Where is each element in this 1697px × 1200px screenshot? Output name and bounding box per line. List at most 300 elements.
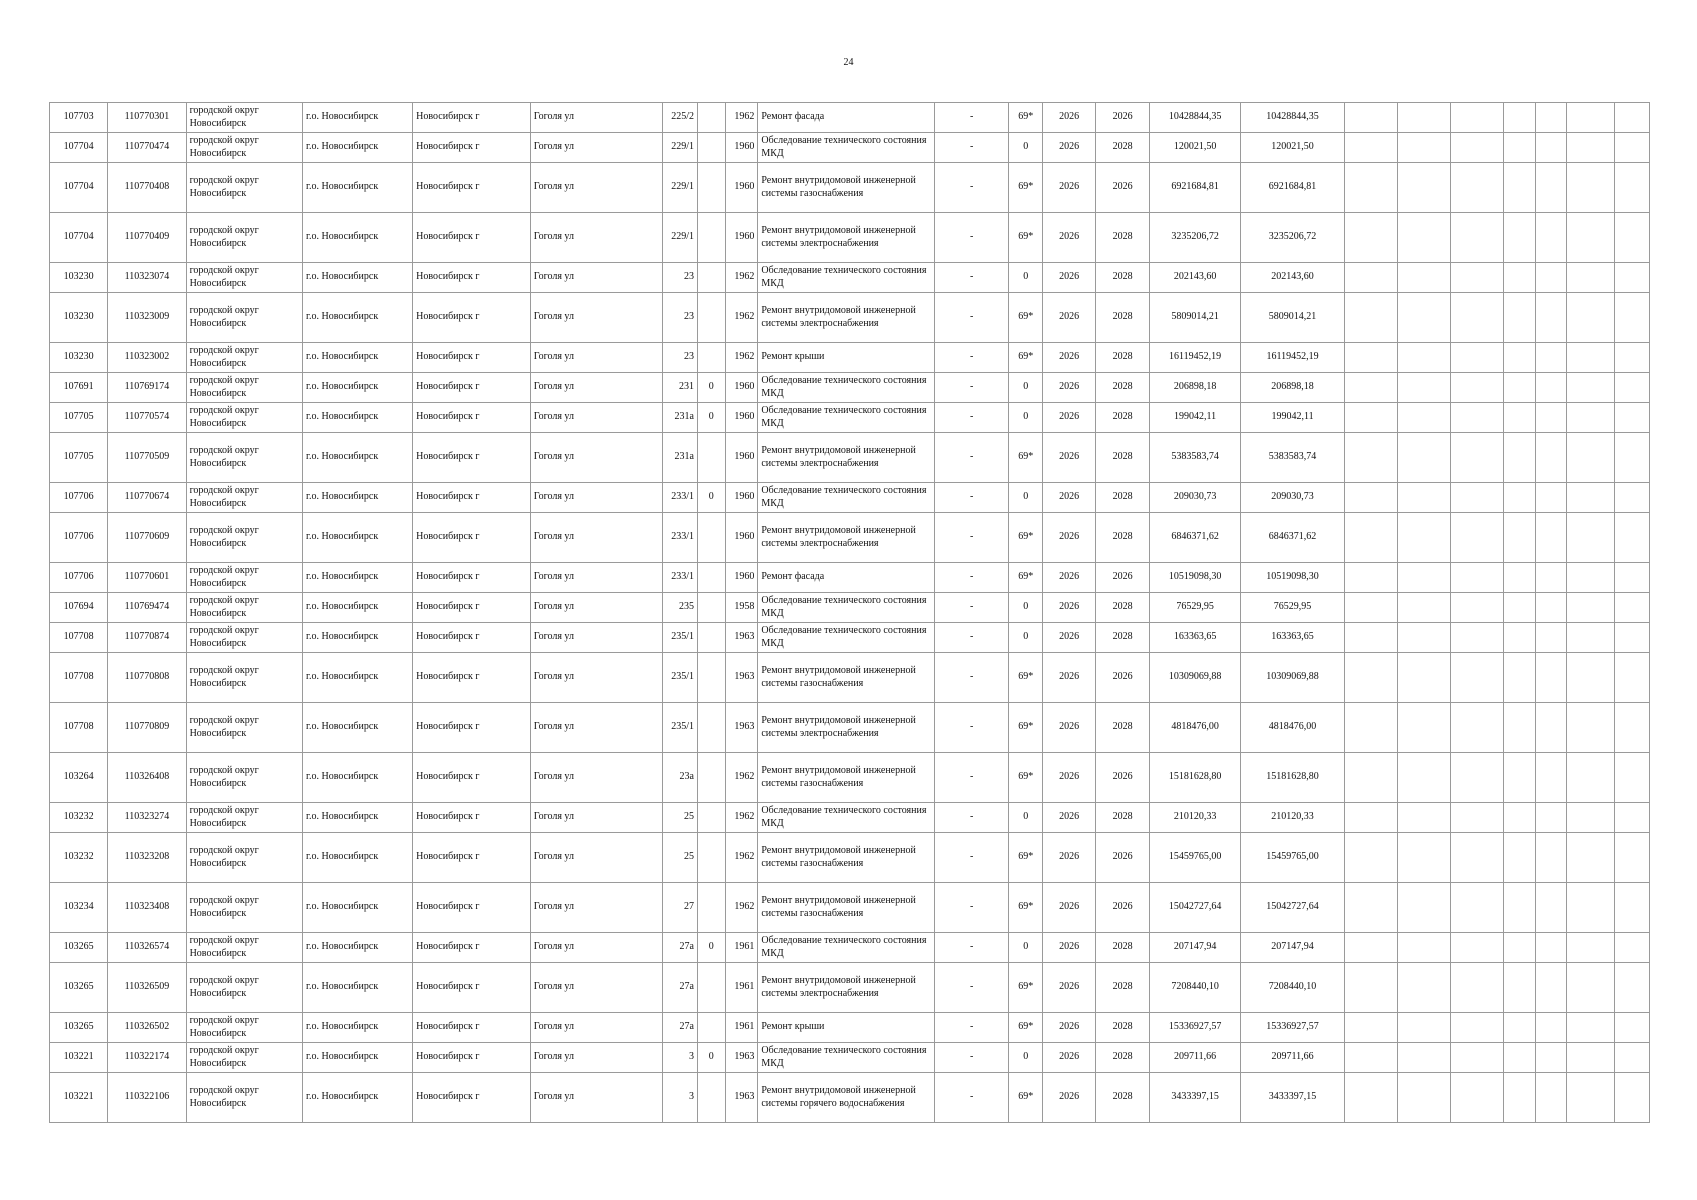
row-empty-cell: [1450, 263, 1503, 293]
row-empty-cell: [1344, 263, 1397, 293]
row-work-type: Ремонт внутридомовой инженерной системы электроснабжения: [758, 293, 935, 343]
row-empty-cell: [1567, 373, 1615, 403]
row-empty-cell: [1535, 753, 1567, 803]
row-empty-cell: [1567, 133, 1615, 163]
row-empty-cell: [1535, 133, 1567, 163]
row-year: 1963: [725, 623, 758, 653]
row-year-end: 2026: [1096, 163, 1150, 213]
row-dash: -: [935, 213, 1009, 263]
row-dash: -: [935, 753, 1009, 803]
row-city: Новосибирск г: [413, 653, 531, 703]
row-empty-cell: [1614, 753, 1649, 803]
row-year-end: 2028: [1096, 263, 1150, 293]
row-house: 231: [663, 373, 698, 403]
row-city: Новосибирск г: [413, 883, 531, 933]
row-year-start: 2026: [1043, 263, 1096, 293]
row-building: [698, 1073, 726, 1123]
table-row: [50, 963, 1650, 1013]
row-municipality: городской округ Новосибирск: [186, 593, 302, 623]
row-dash: -: [935, 373, 1009, 403]
row-empty-cell: [1397, 753, 1450, 803]
row-year-end: 2028: [1096, 593, 1150, 623]
row-empty-cell: [1397, 133, 1450, 163]
row-work-type: Обследование технического состояния МКД: [758, 593, 935, 623]
row-house: 23: [663, 343, 698, 373]
row-empty-cell: [1535, 343, 1567, 373]
row-code: 110770674: [108, 483, 186, 513]
row-empty-cell: [1503, 703, 1535, 753]
row-id: 103265: [50, 963, 108, 1013]
table-row: [50, 883, 1650, 933]
row-street: Гоголя ул: [530, 373, 662, 403]
row-year-end: 2028: [1096, 1043, 1150, 1073]
row-empty-cell: [1503, 1013, 1535, 1043]
row-year-start: 2026: [1043, 293, 1096, 343]
row-empty-cell: [1397, 933, 1450, 963]
row-empty-cell: [1614, 343, 1649, 373]
row-cost: 199042,11: [1150, 403, 1241, 433]
row-empty-cell: [1567, 163, 1615, 213]
row-house: 3: [663, 1043, 698, 1073]
table-row: [50, 703, 1650, 753]
row-cost: 209711,66: [1150, 1043, 1241, 1073]
row-municipality-short: г.о. Новосибирск: [303, 883, 413, 933]
row-dash: -: [935, 433, 1009, 483]
row-empty-cell: [1344, 563, 1397, 593]
row-dash: -: [935, 1073, 1009, 1123]
row-year: 1960: [725, 373, 758, 403]
row-city: Новосибирск г: [413, 933, 531, 963]
row-city: Новосибирск г: [413, 373, 531, 403]
row-work-type: Обследование технического состояния МКД: [758, 1043, 935, 1073]
row-municipality-short: г.о. Новосибирск: [303, 653, 413, 703]
row-empty-cell: [1397, 703, 1450, 753]
row-id: 103230: [50, 343, 108, 373]
row-year-start: 2026: [1043, 213, 1096, 263]
row-empty-cell: [1614, 623, 1649, 653]
row-empty-cell: [1503, 753, 1535, 803]
row-empty-cell: [1397, 963, 1450, 1013]
row-empty-cell: [1450, 883, 1503, 933]
row-municipality: городской округ Новосибирск: [186, 1043, 302, 1073]
row-empty-cell: [1397, 293, 1450, 343]
row-dash: -: [935, 963, 1009, 1013]
row-year-start: 2026: [1043, 513, 1096, 563]
row-empty-cell: [1450, 133, 1503, 163]
row-code: 110323408: [108, 883, 186, 933]
table-row: [50, 653, 1650, 703]
row-municipality-short: г.о. Новосибирск: [303, 103, 413, 133]
row-cost: 76529,95: [1150, 593, 1241, 623]
row-municipality: городской округ Новосибирск: [186, 933, 302, 963]
row-empty-cell: [1397, 833, 1450, 883]
row-year: 1963: [725, 653, 758, 703]
row-year: 1963: [725, 703, 758, 753]
row-cost-total: 6921684,81: [1241, 163, 1345, 213]
row-empty-cell: [1567, 1013, 1615, 1043]
row-empty-cell: [1344, 803, 1397, 833]
row-empty-cell: [1614, 263, 1649, 293]
table-row: [50, 593, 1650, 623]
row-id: 103221: [50, 1043, 108, 1073]
row-code: 110770509: [108, 433, 186, 483]
row-city: Новосибирск г: [413, 1013, 531, 1043]
row-municipality-short: г.о. Новосибирск: [303, 1043, 413, 1073]
row-street: Гоголя ул: [530, 213, 662, 263]
row-empty-cell: [1503, 883, 1535, 933]
row-empty-cell: [1614, 1073, 1649, 1123]
table-row: [50, 1013, 1650, 1043]
row-street: Гоголя ул: [530, 623, 662, 653]
row-dash: -: [935, 1013, 1009, 1043]
row-empty-cell: [1397, 163, 1450, 213]
row-percent: 69*: [1009, 833, 1043, 883]
row-empty-cell: [1614, 1013, 1649, 1043]
repair-register-table: [49, 102, 1650, 1123]
table-row: [50, 933, 1650, 963]
row-empty-cell: [1503, 403, 1535, 433]
row-municipality-short: г.о. Новосибирск: [303, 803, 413, 833]
row-municipality-short: г.о. Новосибирск: [303, 293, 413, 343]
row-id: 103230: [50, 263, 108, 293]
row-cost: 210120,33: [1150, 803, 1241, 833]
table-row: [50, 103, 1650, 133]
row-city: Новосибирск г: [413, 133, 531, 163]
row-empty-cell: [1450, 653, 1503, 703]
row-cost-total: 10428844,35: [1241, 103, 1345, 133]
row-municipality-short: г.о. Новосибирск: [303, 703, 413, 753]
row-cost: 6846371,62: [1150, 513, 1241, 563]
row-municipality-short: г.о. Новосибирск: [303, 623, 413, 653]
table-row: [50, 1073, 1650, 1123]
row-empty-cell: [1344, 513, 1397, 563]
row-empty-cell: [1614, 1043, 1649, 1073]
row-building: [698, 803, 726, 833]
row-work-type: Ремонт фасада: [758, 563, 935, 593]
row-house: 229/1: [663, 213, 698, 263]
row-code: 110770408: [108, 163, 186, 213]
row-empty-cell: [1614, 703, 1649, 753]
row-municipality-short: г.о. Новосибирск: [303, 513, 413, 563]
row-work-type: Ремонт внутридомовой инженерной системы газоснабжения: [758, 883, 935, 933]
row-cost-total: 15459765,00: [1241, 833, 1345, 883]
row-percent: 0: [1009, 373, 1043, 403]
row-house: 229/1: [663, 133, 698, 163]
row-empty-cell: [1567, 753, 1615, 803]
row-city: Новосибирск г: [413, 593, 531, 623]
row-cost: 209030,73: [1150, 483, 1241, 513]
row-empty-cell: [1567, 833, 1615, 883]
row-year-end: 2028: [1096, 623, 1150, 653]
row-empty-cell: [1503, 933, 1535, 963]
row-street: Гоголя ул: [530, 433, 662, 483]
row-empty-cell: [1503, 593, 1535, 623]
row-year-start: 2026: [1043, 343, 1096, 373]
row-year-end: 2028: [1096, 133, 1150, 163]
row-cost: 5809014,21: [1150, 293, 1241, 343]
row-empty-cell: [1450, 593, 1503, 623]
row-cost-total: 210120,33: [1241, 803, 1345, 833]
row-empty-cell: [1397, 513, 1450, 563]
row-cost: 4818476,00: [1150, 703, 1241, 753]
row-cost: 15336927,57: [1150, 1013, 1241, 1043]
row-street: Гоголя ул: [530, 133, 662, 163]
row-building: [698, 293, 726, 343]
row-empty-cell: [1567, 883, 1615, 933]
row-empty-cell: [1344, 833, 1397, 883]
row-empty-cell: [1344, 213, 1397, 263]
row-code: 110326574: [108, 933, 186, 963]
table-row: [50, 803, 1650, 833]
row-house: 23: [663, 293, 698, 343]
row-empty-cell: [1450, 963, 1503, 1013]
row-cost: 10309069,88: [1150, 653, 1241, 703]
row-code: 110326509: [108, 963, 186, 1013]
row-street: Гоголя ул: [530, 483, 662, 513]
row-id: 107691: [50, 373, 108, 403]
row-cost: 5383583,74: [1150, 433, 1241, 483]
row-year-start: 2026: [1043, 403, 1096, 433]
row-empty-cell: [1503, 1073, 1535, 1123]
row-building: [698, 883, 726, 933]
row-empty-cell: [1535, 213, 1567, 263]
row-year-end: 2028: [1096, 803, 1150, 833]
row-city: Новосибирск г: [413, 753, 531, 803]
row-municipality: городской округ Новосибирск: [186, 103, 302, 133]
row-street: Гоголя ул: [530, 883, 662, 933]
row-municipality: городской округ Новосибирск: [186, 263, 302, 293]
row-id: 103230: [50, 293, 108, 343]
row-work-type: Ремонт крыши: [758, 343, 935, 373]
row-cost: 207147,94: [1150, 933, 1241, 963]
row-year: 1961: [725, 1013, 758, 1043]
row-year-start: 2026: [1043, 163, 1096, 213]
row-empty-cell: [1503, 433, 1535, 483]
row-empty-cell: [1450, 513, 1503, 563]
row-municipality-short: г.о. Новосибирск: [303, 563, 413, 593]
row-municipality: городской округ Новосибирск: [186, 433, 302, 483]
row-dash: -: [935, 103, 1009, 133]
row-empty-cell: [1503, 833, 1535, 883]
row-empty-cell: [1535, 963, 1567, 1013]
row-empty-cell: [1503, 133, 1535, 163]
row-empty-cell: [1344, 703, 1397, 753]
row-year-start: 2026: [1043, 963, 1096, 1013]
row-code: 110323074: [108, 263, 186, 293]
row-year-end: 2028: [1096, 343, 1150, 373]
row-empty-cell: [1344, 373, 1397, 403]
row-city: Новосибирск г: [413, 803, 531, 833]
row-empty-cell: [1614, 373, 1649, 403]
row-dash: -: [935, 593, 1009, 623]
row-empty-cell: [1344, 623, 1397, 653]
row-street: Гоголя ул: [530, 513, 662, 563]
row-empty-cell: [1450, 373, 1503, 403]
row-cost-total: 7208440,10: [1241, 963, 1345, 1013]
row-empty-cell: [1450, 1073, 1503, 1123]
row-municipality-short: г.о. Новосибирск: [303, 213, 413, 263]
row-empty-cell: [1397, 883, 1450, 933]
row-empty-cell: [1535, 293, 1567, 343]
row-municipality: городской округ Новосибирск: [186, 1073, 302, 1123]
row-empty-cell: [1450, 933, 1503, 963]
table-row: [50, 433, 1650, 483]
row-empty-cell: [1567, 1073, 1615, 1123]
row-empty-cell: [1567, 263, 1615, 293]
row-percent: 69*: [1009, 753, 1043, 803]
row-city: Новосибирск г: [413, 163, 531, 213]
row-building: [698, 343, 726, 373]
row-municipality: городской округ Новосибирск: [186, 513, 302, 563]
row-cost-total: 209030,73: [1241, 483, 1345, 513]
row-empty-cell: [1567, 703, 1615, 753]
row-year-start: 2026: [1043, 703, 1096, 753]
row-empty-cell: [1503, 103, 1535, 133]
row-municipality-short: г.о. Новосибирск: [303, 373, 413, 403]
row-street: Гоголя ул: [530, 703, 662, 753]
row-work-type: Ремонт внутридомовой инженерной системы газоснабжения: [758, 753, 935, 803]
row-code: 110770574: [108, 403, 186, 433]
table-row: [50, 833, 1650, 883]
row-empty-cell: [1535, 833, 1567, 883]
row-dash: -: [935, 563, 1009, 593]
row-city: Новосибирск г: [413, 1043, 531, 1073]
row-year: 1962: [725, 343, 758, 373]
row-cost: 120021,50: [1150, 133, 1241, 163]
row-year-end: 2028: [1096, 293, 1150, 343]
row-street: Гоголя ул: [530, 343, 662, 373]
row-street: Гоголя ул: [530, 163, 662, 213]
row-empty-cell: [1450, 1013, 1503, 1043]
row-dash: -: [935, 833, 1009, 883]
row-id: 107705: [50, 403, 108, 433]
row-house: 27: [663, 883, 698, 933]
row-city: Новосибирск г: [413, 103, 531, 133]
row-work-type: Ремонт внутридомовой инженерной системы электроснабжения: [758, 433, 935, 483]
row-empty-cell: [1450, 833, 1503, 883]
row-percent: 0: [1009, 933, 1043, 963]
row-year-start: 2026: [1043, 103, 1096, 133]
row-house: 235/1: [663, 703, 698, 753]
row-house: 27а: [663, 933, 698, 963]
row-cost-total: 5809014,21: [1241, 293, 1345, 343]
row-work-type: Обследование технического состояния МКД: [758, 933, 935, 963]
row-work-type: Ремонт внутридомовой инженерной системы электроснабжения: [758, 963, 935, 1013]
row-year-start: 2026: [1043, 433, 1096, 483]
row-building: [698, 593, 726, 623]
row-municipality-short: г.о. Новосибирск: [303, 263, 413, 293]
row-building: [698, 703, 726, 753]
row-empty-cell: [1535, 373, 1567, 403]
row-municipality-short: г.о. Новосибирск: [303, 483, 413, 513]
row-work-type: Ремонт внутридомовой инженерной системы электроснабжения: [758, 213, 935, 263]
row-empty-cell: [1397, 403, 1450, 433]
row-year: 1960: [725, 213, 758, 263]
table-row: [50, 403, 1650, 433]
row-code: 110323002: [108, 343, 186, 373]
row-municipality: городской округ Новосибирск: [186, 163, 302, 213]
row-empty-cell: [1567, 433, 1615, 483]
row-id: 103221: [50, 1073, 108, 1123]
row-building: 0: [698, 403, 726, 433]
row-id: 107704: [50, 213, 108, 263]
row-empty-cell: [1450, 103, 1503, 133]
row-year: 1962: [725, 103, 758, 133]
row-empty-cell: [1535, 403, 1567, 433]
row-cost: 15181628,80: [1150, 753, 1241, 803]
row-municipality: городской округ Новосибирск: [186, 623, 302, 653]
row-building: 0: [698, 1043, 726, 1073]
row-empty-cell: [1535, 1013, 1567, 1043]
row-municipality: городской округ Новосибирск: [186, 833, 302, 883]
row-city: Новосибирск г: [413, 1073, 531, 1123]
row-percent: 69*: [1009, 103, 1043, 133]
row-empty-cell: [1503, 803, 1535, 833]
row-percent: 69*: [1009, 213, 1043, 263]
row-empty-cell: [1503, 513, 1535, 563]
row-percent: 0: [1009, 133, 1043, 163]
row-empty-cell: [1614, 403, 1649, 433]
row-work-type: Ремонт внутридомовой инженерной системы газоснабжения: [758, 163, 935, 213]
row-year: 1961: [725, 963, 758, 1013]
row-empty-cell: [1450, 803, 1503, 833]
row-empty-cell: [1535, 933, 1567, 963]
row-code: 110326502: [108, 1013, 186, 1043]
row-municipality-short: г.о. Новосибирск: [303, 343, 413, 373]
row-year: 1958: [725, 593, 758, 623]
row-percent: 0: [1009, 403, 1043, 433]
row-empty-cell: [1344, 483, 1397, 513]
row-empty-cell: [1397, 103, 1450, 133]
table-row: [50, 483, 1650, 513]
row-municipality-short: г.о. Новосибирск: [303, 933, 413, 963]
row-building: 0: [698, 933, 726, 963]
row-id: 107705: [50, 433, 108, 483]
row-empty-cell: [1535, 1043, 1567, 1073]
row-percent: 69*: [1009, 963, 1043, 1013]
row-year-start: 2026: [1043, 1043, 1096, 1073]
row-city: Новосибирск г: [413, 483, 531, 513]
row-year: 1962: [725, 263, 758, 293]
row-empty-cell: [1567, 933, 1615, 963]
row-empty-cell: [1397, 1073, 1450, 1123]
row-empty-cell: [1344, 653, 1397, 703]
row-building: [698, 1013, 726, 1043]
row-municipality: городской округ Новосибирск: [186, 803, 302, 833]
row-code: 110770601: [108, 563, 186, 593]
row-empty-cell: [1397, 263, 1450, 293]
row-dash: -: [935, 653, 1009, 703]
row-empty-cell: [1567, 483, 1615, 513]
row-code: 110326408: [108, 753, 186, 803]
table-row: [50, 753, 1650, 803]
row-house: 27а: [663, 963, 698, 1013]
row-empty-cell: [1614, 133, 1649, 163]
row-year-end: 2028: [1096, 433, 1150, 483]
row-city: Новосибирск г: [413, 833, 531, 883]
row-empty-cell: [1344, 103, 1397, 133]
row-municipality-short: г.о. Новосибирск: [303, 1073, 413, 1123]
row-empty-cell: [1344, 1073, 1397, 1123]
row-empty-cell: [1503, 1043, 1535, 1073]
row-city: Новосибирск г: [413, 403, 531, 433]
row-empty-cell: [1535, 563, 1567, 593]
row-code: 110770609: [108, 513, 186, 563]
row-municipality-short: г.о. Новосибирск: [303, 593, 413, 623]
row-empty-cell: [1503, 373, 1535, 403]
row-house: 231а: [663, 433, 698, 483]
row-cost: 206898,18: [1150, 373, 1241, 403]
